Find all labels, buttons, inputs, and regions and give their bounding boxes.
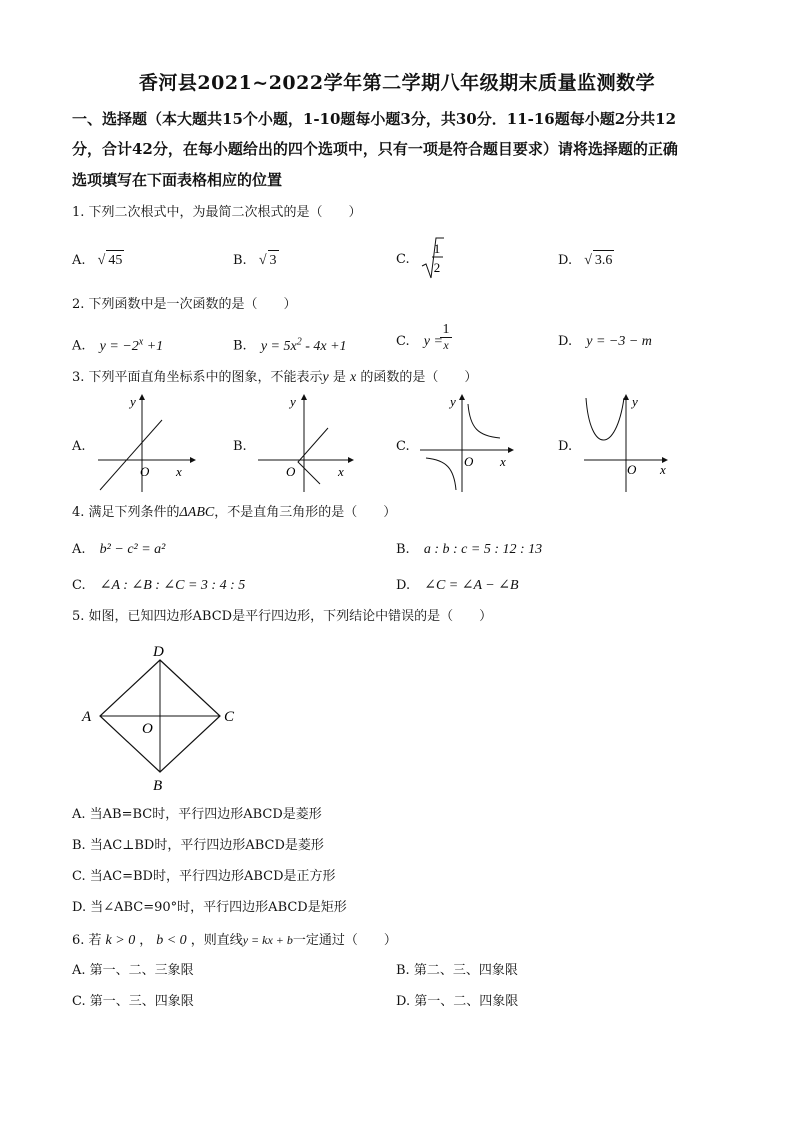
q2-option-a-exponent: x (138, 336, 144, 347)
q5-figure-vertex-a: A (82, 709, 92, 725)
q1-option-d: D. √ 3.6 (558, 250, 614, 271)
q3-graph-d-curve (586, 398, 624, 440)
q6-option-b: B. 第二、三、四象限 (396, 963, 518, 978)
q4-option-b-label: B. (396, 542, 410, 557)
q1-option-c-radical-sign (420, 236, 444, 280)
q1-option-c-expression (420, 236, 444, 284)
q4-option-a (72, 540, 165, 560)
q3-graph-d-x-label: x (660, 462, 666, 477)
q4-option-d-label: D. (396, 578, 411, 593)
q2-option-b-label: B. (233, 338, 247, 354)
q3-graph-d-y-label: y (632, 394, 638, 409)
q2-option-b-tail: - 4x +1 (301, 338, 347, 354)
q2-option-a (72, 332, 163, 357)
q3-graph-c-x-label: x (500, 454, 506, 469)
q1-option-c-numerator: 1 (433, 241, 441, 256)
q6-option-d: D. 第一、二、四象限 (396, 994, 519, 1009)
q1-option-b-radicand: 3 (268, 250, 279, 271)
q3-stem-var-y: y (322, 370, 329, 385)
question-1-stem: 1. 下列二次根式中，为最简二次根式的是（ ） (72, 205, 362, 220)
q3-option-b-label: B. (233, 439, 247, 454)
q5-option-b: B. 当AC⊥BD时，平行四边形ABCD是菱形 (72, 838, 324, 853)
q4-option-b (396, 540, 542, 560)
q6-separator: ， (139, 933, 153, 948)
q3-graph-c-x-arrow (508, 447, 514, 453)
q2-option-c (396, 332, 443, 352)
q2-option-d (558, 332, 652, 352)
page-title: 香河县2021~2022学年第二学期八年级期末质量监测数学 (138, 72, 656, 94)
q3-graph-b-origin: O (286, 464, 296, 479)
q3-stem-var-x: x (350, 370, 357, 385)
q3-graph-a (90, 392, 200, 494)
q2-option-a-tail: +1 (143, 338, 164, 354)
q4-option-c (72, 576, 245, 596)
q1-option-c-denominator: 2 (433, 260, 441, 275)
q1-option-d-radicand: 3.6 (593, 250, 615, 271)
q1-option-c-label: C. (396, 252, 410, 267)
question-4-stem (72, 503, 396, 523)
q3-graph-a-x-label: x (176, 464, 182, 479)
q6-stem-pre: 6. 若 (72, 933, 102, 948)
q3-graph-c-y-arrow (459, 394, 465, 400)
section-instructions-line-1: 一、选择题（本大题共15个小题，1-10题每小题3分，共30分．11-16题每小题2分共12 (72, 110, 677, 128)
q6-option-c: C. 第一、三、四象限 (72, 994, 194, 1009)
q2-option-b-exponent: 2 (296, 336, 302, 347)
q3-graph-c-origin: O (464, 454, 474, 469)
q5-figure-vertex-c: C (224, 709, 235, 725)
q3-graph-b (252, 392, 362, 494)
q6-condition-k: k > 0 (105, 933, 136, 948)
q1-option-a: A. √ 45 (72, 250, 124, 271)
q6-stem-mid: ，则直线 (190, 933, 243, 948)
q2-option-d-label: D. (558, 334, 573, 349)
q4-option-b-expression: a : b : c = 5 : 12 : 13 (423, 542, 543, 557)
q5-figure-vertex-d: D (153, 644, 164, 660)
q3-graph-a-line (100, 420, 162, 490)
q5-option-a: A. 当AB=BC时，平行四边形ABCD是菱形 (72, 807, 322, 822)
section-instructions-line-3: 选项填写在下面表格相应的位置 (72, 171, 283, 189)
question-2-stem: 2. 下列函数中是一次函数的是（ ） (72, 297, 297, 312)
q4-option-d-expression: ∠C = ∠A − ∠B (424, 578, 519, 593)
question-5-stem: 5. 如图，已知四边形ABCD是平行四边形，下列结论中错误的是（ ） (72, 609, 493, 624)
q6-option-a: A. 第一、二、三象限 (72, 963, 194, 978)
q3-option-a-label: A. (72, 439, 86, 454)
q5-option-d: D. 当∠ABC=90°时，平行四边形ABCD是矩形 (72, 900, 347, 915)
q3-option-c-label: C. (396, 439, 410, 454)
q3-graph-a-origin: O (140, 464, 150, 479)
q4-option-c-label: C. (72, 578, 86, 593)
q4-option-c-expression: ∠A : ∠B : ∠C = 3 : 4 : 5 (99, 578, 246, 593)
q6-line-equation: y = kx + b (242, 933, 293, 947)
q2-option-b (233, 332, 347, 357)
q1-option-c (396, 250, 410, 270)
q4-stem-triangle: ΔABC (179, 505, 215, 520)
q3-graph-c-branch-upper (468, 404, 500, 438)
q2-option-c-denominator: x (443, 338, 449, 352)
q3-graph-b-x-arrow (348, 457, 354, 463)
q5-option-c: C. 当AC=BD时，平行四边形ABCD是正方形 (72, 869, 336, 884)
q3-graph-b-x-label: x (338, 464, 344, 479)
q3-graph-b-y-arrow (301, 394, 307, 400)
q3-graph-b-curve (298, 428, 328, 484)
q2-option-d-expression: y = −3 − m (586, 334, 652, 349)
q2-option-c-numerator: 1 (440, 323, 452, 338)
q2-option-c-label: C. (396, 334, 410, 349)
q3-stem-mid: 是 (328, 370, 351, 385)
q1-option-b-label: B. (233, 253, 247, 268)
q2-option-c-fraction (440, 323, 452, 352)
q2-option-b-base: y = 5x (260, 338, 297, 354)
q3-stem-post: 的函数的是（ ） (356, 370, 478, 385)
q4-option-d (396, 576, 519, 596)
q3-graph-a-y-label: y (130, 394, 136, 409)
q1-option-d-label: D. (558, 253, 573, 268)
q2-option-a-base: y = −2 (99, 338, 139, 354)
q3-graph-a-y-arrow (139, 394, 145, 400)
q2-option-c-lhs: y = (423, 334, 443, 349)
section-instructions-line-2: 分，合计42分，在每小题给出的四个选项中，只有一项是符合题目要求）请将选择题的正确 (72, 140, 678, 158)
q3-option-d-label: D. (558, 439, 573, 454)
q3-graph-d (580, 392, 676, 494)
q3-graph-c-branch-lower (426, 458, 456, 490)
q4-option-a-expression: b² − c² = a² (99, 542, 166, 557)
q4-stem-pre: 4. 满足下列条件的 (72, 505, 180, 520)
q3-graph-a-x-arrow (190, 457, 196, 463)
q2-option-a-label: A. (72, 338, 86, 354)
q3-stem-pre: 3. 下列平面直角坐标系中的图象，不能表示 (72, 370, 323, 385)
q5-figure-vertex-b: B (153, 778, 163, 794)
q6-condition-b: b < 0 (156, 933, 187, 948)
q3-graph-c-y-label: y (450, 394, 456, 409)
q1-option-a-radicand: 45 (106, 250, 124, 271)
q3-graph-c (416, 392, 520, 494)
question-6-stem (72, 930, 397, 951)
question-3-stem (72, 368, 477, 388)
q4-stem-post: ，不是直角三角形的是（ ） (214, 505, 397, 520)
q6-stem-post: 一定通过（ ） (292, 933, 397, 948)
q3-graph-d-origin: O (627, 462, 637, 477)
q5-figure-center-o: O (142, 721, 153, 737)
q5-figure-parallelogram (78, 640, 248, 795)
q4-option-a-label: A. (72, 542, 86, 557)
q1-option-a-label: A. (72, 253, 86, 268)
q1-option-b: B. √ 3 (233, 250, 279, 271)
q3-graph-b-y-label: y (290, 394, 296, 409)
